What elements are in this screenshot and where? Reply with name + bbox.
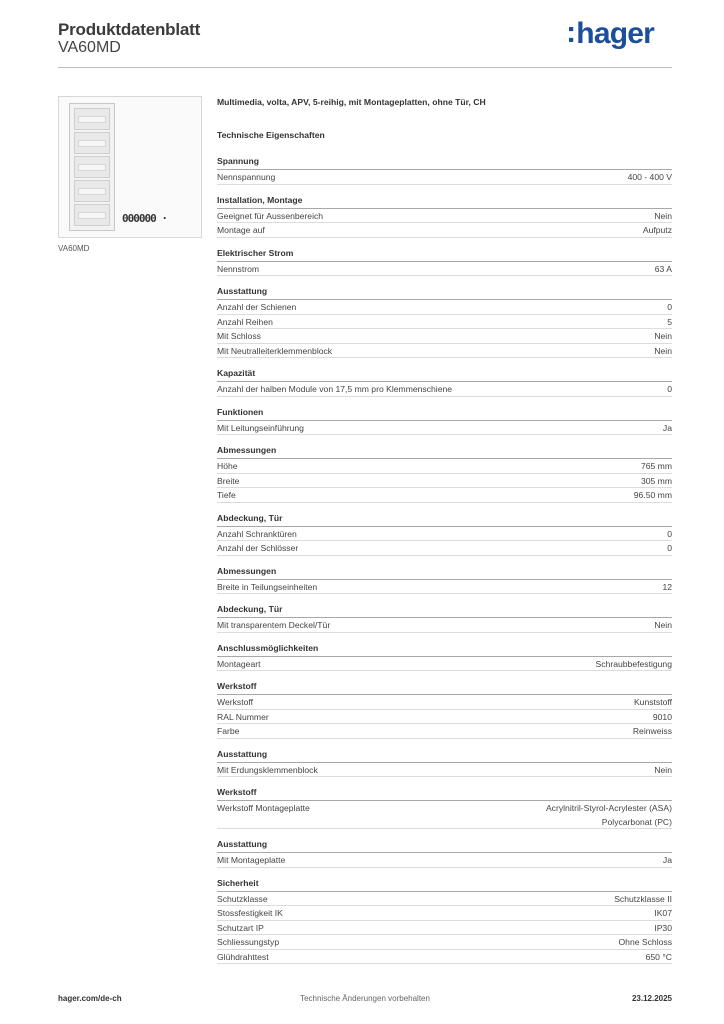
spec-section — [217, 194, 672, 238]
spec-row — [217, 459, 672, 474]
spec-value: IK07 — [654, 908, 672, 918]
product-description: Multimedia, volta, APV, 5-reihig, mit Montageplatten, ohne Tür, CH — [217, 97, 486, 107]
spec-label: Montage auf — [217, 225, 265, 235]
spec-value: IP30 — [654, 922, 672, 933]
spec-row — [217, 382, 672, 397]
spec-value: 0 — [667, 543, 672, 553]
spec-row — [217, 474, 672, 489]
spec-label: Mit Neutralleiterklemmenblock — [217, 345, 333, 356]
spec-section — [217, 748, 672, 778]
spec-label: Anzahl Reihen — [217, 316, 273, 327]
spec-label: Glühdrahttest — [217, 951, 269, 962]
spec-label: Nennspannung — [217, 172, 276, 182]
spec-row — [217, 853, 672, 868]
spec-value: 0 — [667, 528, 672, 539]
spec-row — [217, 580, 672, 595]
section-title: Werkstoff — [217, 786, 672, 801]
section-title: Sicherheit — [217, 877, 672, 892]
cabinet-drawing — [69, 103, 115, 231]
spec-sections — [217, 155, 672, 964]
footer-website[interactable]: hager.com/de-ch — [58, 994, 122, 1003]
spec-value: Aufputz — [642, 225, 672, 235]
spec-value: Nein — [654, 620, 672, 630]
page-header — [58, 16, 672, 66]
spec-value: Ja — [662, 422, 672, 433]
spec-row — [217, 618, 672, 633]
spec-row — [217, 527, 672, 542]
spec-label: Stossfestigkeit IK — [217, 908, 283, 918]
spec-value: 650 °C — [645, 951, 672, 962]
cabinet-row — [74, 204, 110, 226]
spec-label: Werkstoff Montageplatte — [217, 803, 310, 813]
cabinet-row — [74, 180, 110, 202]
section-title: Ausstattung — [217, 838, 672, 853]
spec-row — [217, 223, 672, 238]
spec-section — [217, 786, 672, 829]
spec-value: Kunststoff — [633, 697, 672, 707]
header-divider — [58, 67, 672, 68]
spec-label: Anzahl der Schienen — [217, 302, 297, 312]
specification-content — [217, 96, 672, 964]
spec-row — [217, 329, 672, 344]
spec-label: Mit transparentem Deckel/Tür — [217, 620, 331, 630]
spec-row — [217, 921, 672, 936]
spec-label: Mit Schloss — [217, 331, 261, 341]
spec-row — [217, 906, 672, 921]
section-title: Abmessungen — [217, 444, 672, 459]
spec-label: Anzahl der Schlösser — [217, 543, 299, 553]
spec-value: 305 mm — [640, 475, 672, 486]
spec-value: Nein — [654, 345, 672, 356]
spec-section — [217, 603, 672, 633]
product-image — [58, 96, 202, 238]
spec-label: Mit Erdungsklemmenblock — [217, 764, 318, 775]
spec-label: Geeignet für Aussenbereich — [217, 210, 324, 221]
spec-row — [217, 170, 672, 185]
spec-section — [217, 367, 672, 397]
spec-row — [217, 315, 672, 330]
document-title: Produktdatenblatt — [58, 20, 201, 39]
cabinet-row — [74, 156, 110, 178]
spec-row — [217, 935, 672, 950]
spec-label: Nennstrom — [217, 263, 260, 274]
article-number: VA60MD — [58, 39, 121, 56]
section-title: Kapazität — [217, 367, 672, 382]
spec-label: Werkstoff — [217, 697, 253, 707]
spec-section — [217, 565, 672, 595]
spec-section — [217, 680, 672, 739]
section-title: Werkstoff — [217, 680, 672, 695]
footer-note: Technische Änderungen vorbehalten — [300, 994, 430, 1003]
spec-label: Tiefe — [217, 490, 236, 500]
spec-row — [217, 763, 672, 778]
section-title: Installation, Montage — [217, 194, 672, 209]
spec-row — [217, 421, 672, 436]
spec-label: Schutzart IP — [217, 922, 264, 933]
section-title: Abdeckung, Tür — [217, 512, 672, 527]
spec-value: Ja — [662, 855, 672, 865]
spec-section — [217, 838, 672, 868]
image-caption: VA60MD — [58, 244, 90, 253]
spec-value: Ohne Schloss — [618, 937, 672, 947]
spec-label: Farbe — [217, 726, 240, 736]
cabinet-row — [74, 108, 110, 130]
spec-row — [217, 262, 672, 277]
hager-logo: :hager — [566, 16, 654, 50]
section-title: Spannung — [217, 155, 672, 170]
section-title: Ausstattung — [217, 285, 672, 300]
spec-value: Nein — [654, 210, 672, 221]
footer-date: 23.12.2025 — [631, 994, 672, 1003]
section-title: Elektrischer Strom — [217, 247, 672, 262]
spec-value: 765 mm — [640, 461, 672, 471]
spec-label: Breite in Teilungseinheiten — [217, 581, 318, 592]
logo-text: hager — [576, 17, 654, 50]
spec-label: Schutzklasse — [217, 893, 268, 904]
module-icons: 000000 · — [122, 212, 167, 225]
spec-section — [217, 285, 672, 358]
spec-row — [217, 695, 672, 710]
section-title: Ausstattung — [217, 748, 672, 763]
spec-label: Schliessungstyp — [217, 937, 280, 947]
spec-value: Nein — [654, 764, 672, 775]
spec-label: RAL Nummer — [217, 711, 269, 722]
spec-value: Acrylnitril-Styrol-Acrylester (ASA) Polycarbonat (PC) — [545, 803, 672, 827]
spec-value: Schutzklasse II — [614, 893, 672, 904]
section-title: Abdeckung, Tür — [217, 603, 672, 618]
spec-row — [217, 344, 672, 359]
spec-value: 400 - 400 V — [627, 172, 672, 182]
spec-value: Reinweiss — [632, 726, 672, 736]
spec-section — [217, 247, 672, 277]
spec-row — [217, 892, 672, 907]
spec-value: 5 — [667, 316, 672, 327]
section-title: Abmessungen — [217, 565, 672, 580]
spec-row — [217, 801, 672, 829]
spec-value: 96.50 mm — [633, 490, 672, 500]
spec-section — [217, 642, 672, 672]
spec-row — [217, 950, 672, 965]
spec-row — [217, 488, 672, 503]
spec-value: 12 — [662, 581, 672, 592]
spec-label: Montageart — [217, 658, 261, 669]
spec-label: Anzahl Schranktüren — [217, 528, 297, 539]
cabinet-row — [74, 132, 110, 154]
spec-value: 0 — [667, 384, 672, 394]
spec-label: Mit Leitungseinführung — [217, 422, 304, 433]
section-title: Funktionen — [217, 406, 672, 421]
spec-value: Nein — [654, 331, 672, 341]
spec-label: Breite — [217, 475, 240, 486]
spec-row — [217, 724, 672, 739]
spec-section — [217, 512, 672, 556]
spec-label: Höhe — [217, 461, 238, 471]
spec-row — [217, 710, 672, 725]
spec-value: 0 — [667, 302, 672, 312]
page-footer — [58, 994, 672, 1008]
section-title: Anschlussmöglichkeiten — [217, 642, 672, 657]
spec-label: Mit Montageplatte — [217, 855, 286, 865]
spec-section — [217, 155, 672, 185]
spec-value: 9010 — [652, 711, 672, 722]
spec-value: 63 A — [654, 263, 672, 274]
tech-heading: Technische Eigenschaften — [217, 130, 325, 140]
spec-value: Schraubbefestigung — [595, 658, 672, 669]
spec-section — [217, 406, 672, 436]
spec-row — [217, 300, 672, 315]
spec-row — [217, 657, 672, 672]
spec-section — [217, 444, 672, 503]
spec-label: Anzahl der halben Module von 17,5 mm pro Klemmenschiene — [217, 384, 453, 394]
spec-row — [217, 541, 672, 556]
spec-row — [217, 209, 672, 224]
spec-section — [217, 877, 672, 965]
